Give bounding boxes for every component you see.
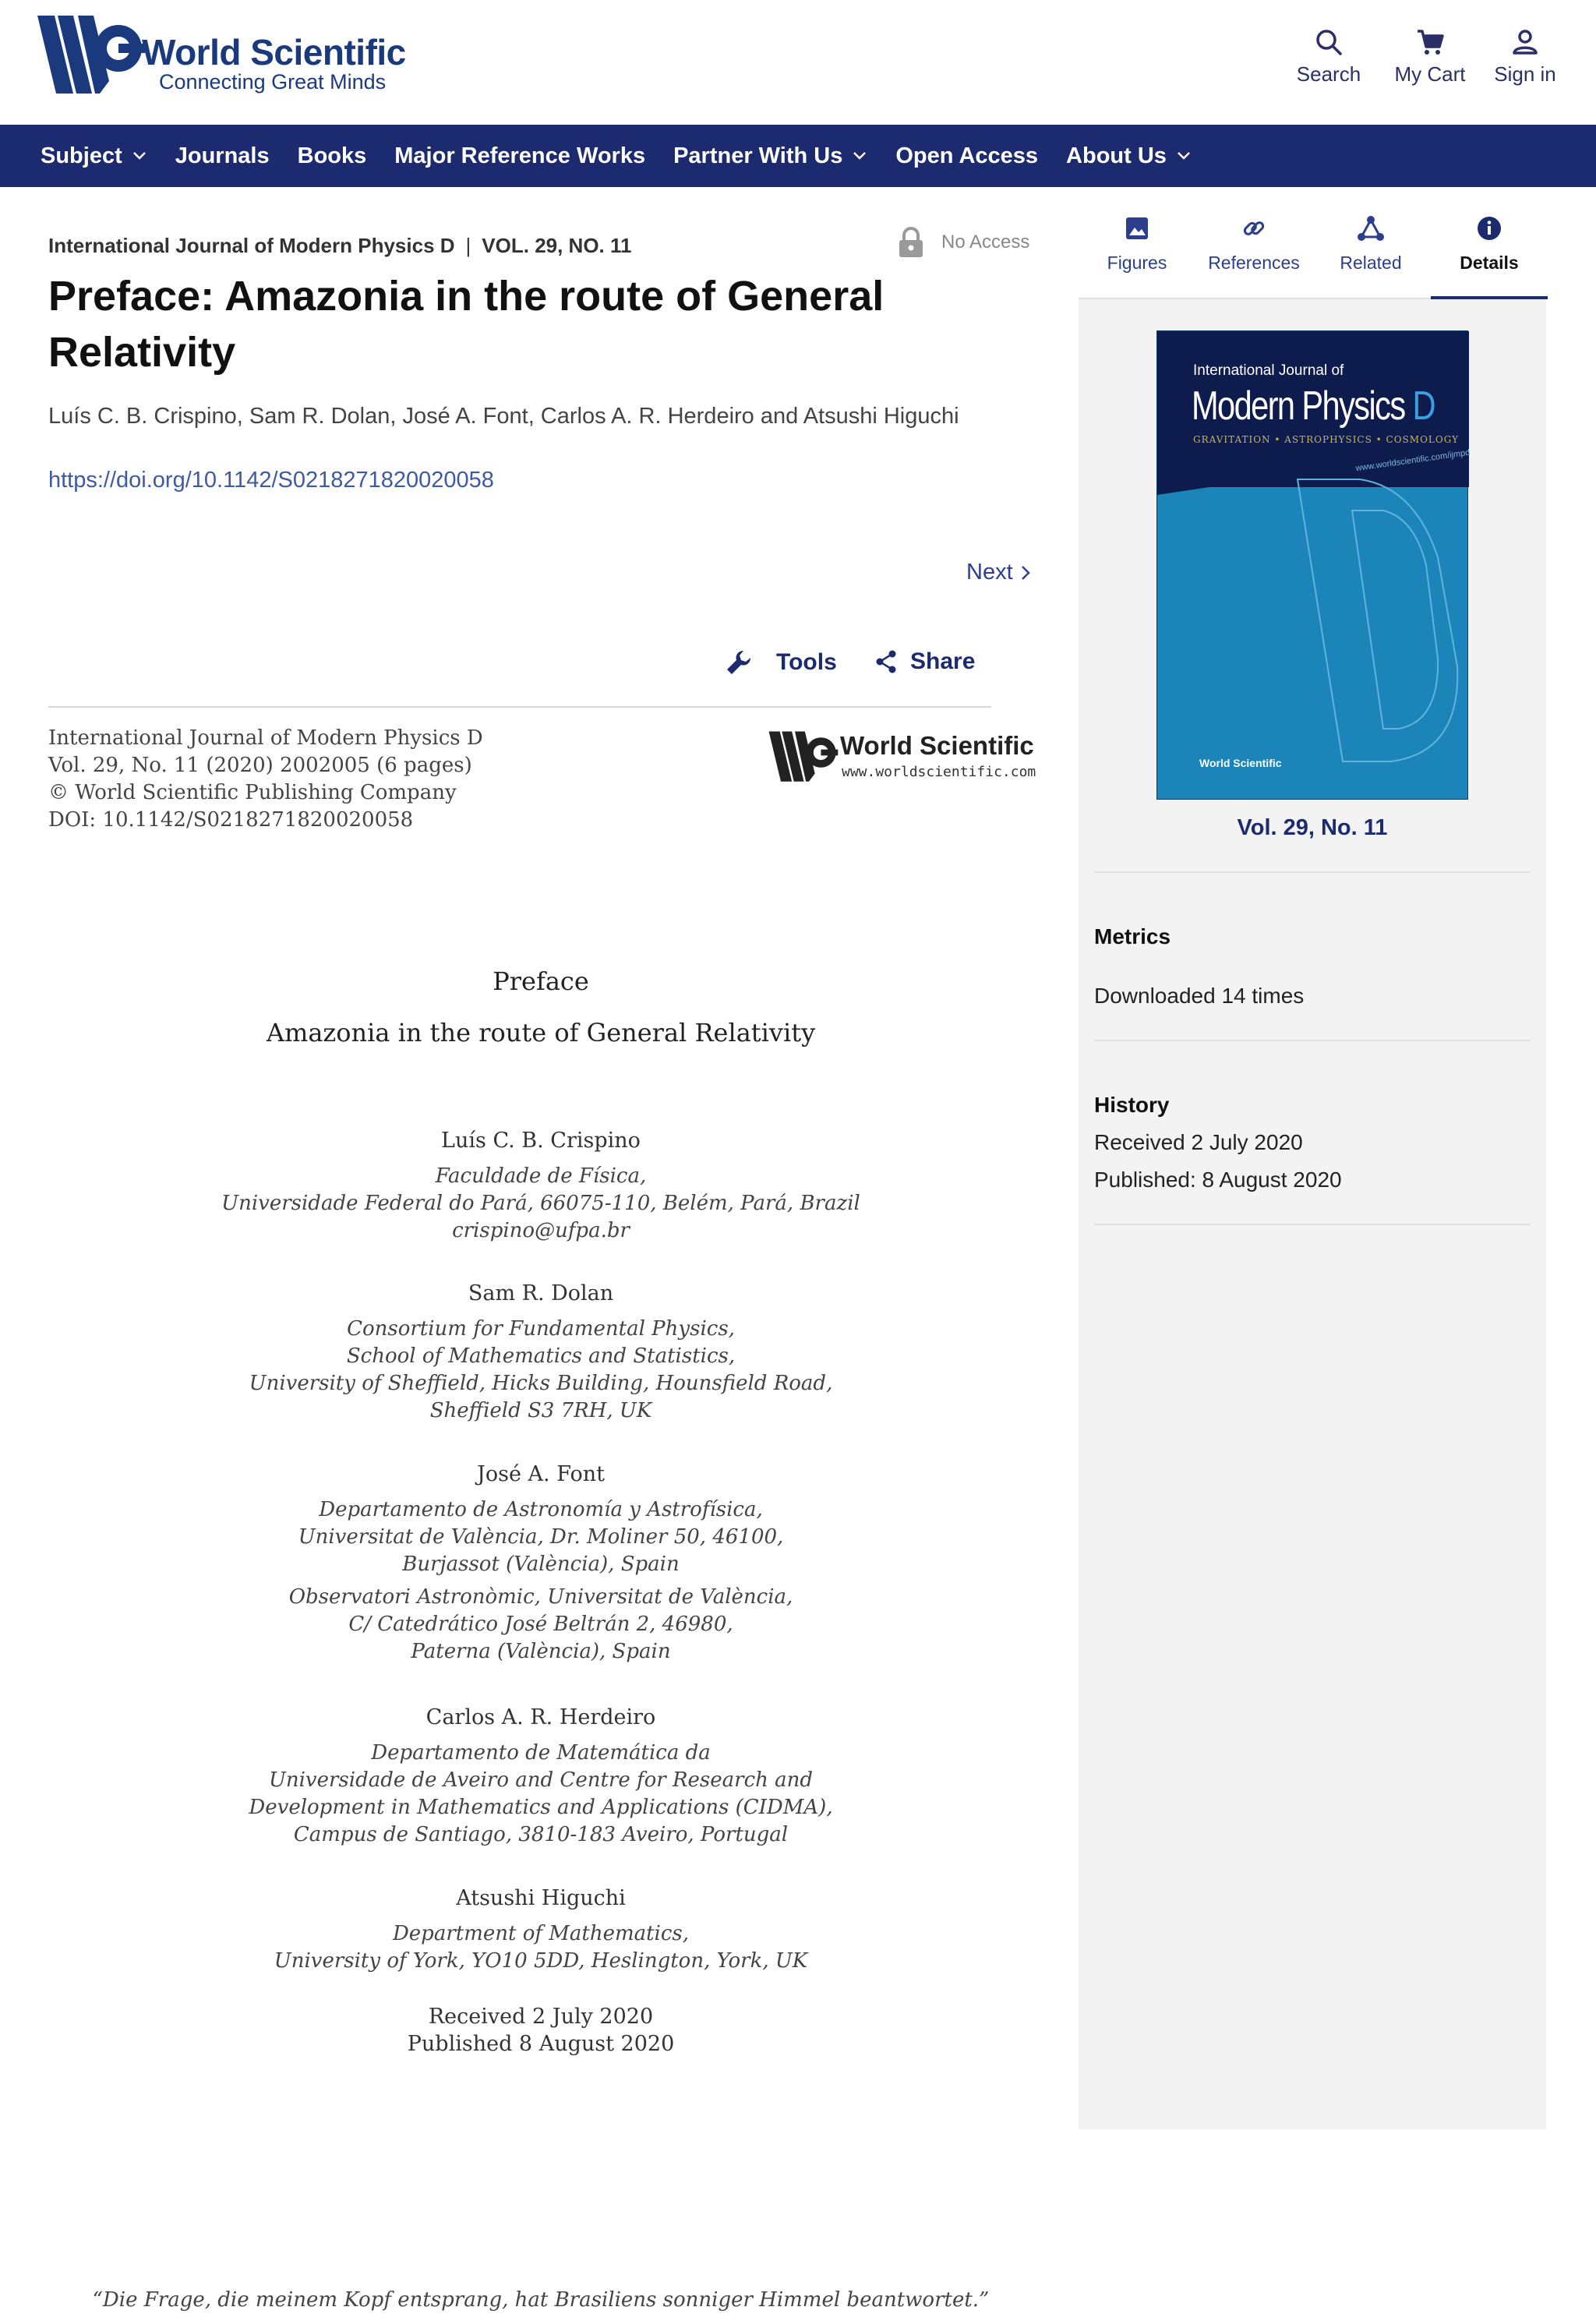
cover-url: www.worldscientific.com/ijmpd [1354, 447, 1471, 474]
tab-figures-label: Figures [1107, 253, 1167, 273]
pdf-author-affiliation-2 [48, 1584, 1033, 1666]
aff-line: Burjassot (València), Spain [402, 1553, 680, 1576]
aff-line: University of Sheffield, Hicks Building, Hounsfield Road, [249, 1372, 833, 1395]
tools-button[interactable] [725, 648, 837, 677]
aff-line: Faculdade de Física, [435, 1164, 647, 1188]
tab-references-label: References [1208, 253, 1300, 273]
main-nav [0, 125, 1596, 187]
pdf-meta-line: International Journal of Modern Physics D [48, 726, 483, 750]
pdf-author-affiliation [48, 1496, 1033, 1578]
tab-details[interactable] [1431, 215, 1548, 274]
cart-label: My Cart [1394, 62, 1466, 86]
aff-line: Universidade de Aveiro and Centre for Research and [268, 1768, 814, 1792]
nav-partner-with-us[interactable] [673, 143, 867, 169]
chevron-down-icon [1176, 150, 1192, 161]
aff-line: crispino@ufpa.br [452, 1219, 630, 1242]
pdf-meta-line: DOI: 10.1142/S0218271820020058 [48, 808, 414, 832]
aff-line: Paterna (València), Spain [411, 1640, 671, 1663]
share-icon [874, 649, 898, 674]
access-label: No Access [941, 231, 1030, 253]
cover-publisher: World Scientific [1199, 757, 1282, 769]
journal-line [48, 234, 632, 258]
ws-logo-icon [767, 726, 837, 786]
cover-big-title [1192, 383, 1435, 429]
nav-open-access[interactable] [895, 143, 1038, 169]
pdf-dates [48, 2003, 1033, 2058]
pdf-published: Published 8 August 2020 [407, 2032, 675, 2056]
divider [1094, 1224, 1531, 1225]
aff-line: University of York, YO10 5DD, Heslington, York, UK [274, 1949, 808, 1973]
pdf-meta-line: © World Scientific Publishing Company [48, 781, 457, 804]
nav-about-label: About Us [1066, 143, 1167, 168]
history-received: Received 2 July 2020 [1094, 1130, 1303, 1154]
nav-major-reference-works[interactable] [394, 143, 645, 169]
pdf-logo-url: www.worldscientific.com [842, 764, 1036, 780]
volume-link[interactable]: Vol. 29, No. 11 [1237, 815, 1388, 840]
signin-label: Sign in [1494, 62, 1556, 86]
pdf-author-name: Atsushi Higuchi [456, 1886, 626, 1910]
aff-line: C/ Catedrático José Beltrán 2, 46980, [348, 1613, 733, 1636]
sidebar-tabs [1079, 187, 1546, 299]
header-signin[interactable] [1474, 26, 1576, 87]
aff-line: Departamento de Astronomía y Astrofísica, [319, 1498, 763, 1521]
info-icon [1476, 215, 1502, 242]
pdf-author-name: José A. Font [477, 1462, 605, 1486]
pdf-publisher-logo [767, 726, 1047, 789]
share-button[interactable] [874, 648, 975, 675]
pdf-subheading: Amazonia in the route of General Relativity [266, 1018, 816, 1047]
next-label: Next [966, 560, 1013, 585]
aff-line: Consortium for Fundamental Physics, [347, 1317, 735, 1341]
share-label: Share [910, 648, 976, 674]
nav-partner-label: Partner With Us [673, 143, 843, 168]
cover-small-title: International Journal of [1193, 362, 1344, 379]
cart-icon [1414, 26, 1446, 58]
nav-open-access-label: Open Access [895, 143, 1039, 168]
pdf-author-affiliation [48, 1316, 1033, 1425]
nav-journals[interactable] [175, 143, 270, 169]
pdf-quote: “Die Frage, die meinem Kopf entsprang, hat Brasiliens sonniger Himmel beantwortet.” [92, 2288, 990, 2312]
pdf-author-affiliation [48, 1740, 1033, 1849]
metrics-heading: Metrics [1094, 924, 1171, 949]
wrench-icon [725, 648, 753, 677]
pdf-heading: Preface [493, 966, 589, 996]
nav-subject[interactable] [41, 143, 147, 169]
aff-line: School of Mathematics and Statistics, [346, 1344, 736, 1368]
journal-name[interactable]: International Journal of Modern Physics D [48, 234, 455, 257]
network-icon [1357, 215, 1385, 242]
aff-line: Universidade Federal do Pará, 66075-110, Belém, Pará, Brazil [221, 1192, 860, 1215]
image-icon [1124, 215, 1150, 242]
tab-references[interactable] [1195, 215, 1312, 274]
cover-letter: D [1412, 383, 1435, 429]
tab-related-label: Related [1340, 253, 1402, 273]
pdf-author-name: Carlos A. R. Herdeiro [425, 1705, 656, 1729]
journal-separator: | [465, 234, 471, 257]
search-icon [1313, 26, 1344, 58]
header-search[interactable] [1278, 26, 1379, 87]
aff-line: Department of Mathematics, [392, 1922, 690, 1945]
divider [1094, 1040, 1531, 1041]
nav-books-label: Books [297, 143, 367, 168]
pdf-meta-line: Vol. 29, No. 11 (2020) 2002005 (6 pages) [48, 754, 472, 777]
pdf-author-name: Luís C. B. Crispino [441, 1129, 641, 1153]
world-scientific-logo[interactable] [34, 11, 408, 97]
download-count: Downloaded 14 times [1094, 984, 1305, 1008]
tab-details-label: Details [1460, 253, 1519, 273]
divider [48, 706, 991, 708]
pdf-received: Received 2 July 2020 [428, 2005, 654, 2029]
nav-about-us[interactable] [1066, 143, 1192, 169]
header-cart[interactable] [1379, 26, 1481, 87]
user-icon [1509, 26, 1541, 58]
chevron-down-icon [132, 150, 147, 161]
cover-big-title-text: Modern Physics [1192, 383, 1405, 429]
history-published: Published: 8 August 2020 [1094, 1168, 1342, 1192]
tools-label: Tools [776, 649, 837, 675]
site-header [0, 0, 1596, 125]
cover-subtitle: GRAVITATION • ASTROPHYSICS • COSMOLOGY [1193, 434, 1460, 445]
aff-line: Observatori Astronòmic, Universitat de València, [288, 1585, 793, 1609]
active-tab-indicator [1431, 296, 1548, 299]
article-authors: Luís C. B. Crispino, Sam R. Dolan, José A. Font, Carlos A. R. Herdeiro and Atsushi Higuchi [48, 404, 959, 429]
divider [1094, 871, 1531, 873]
access-status [898, 226, 1029, 259]
tab-figures[interactable] [1079, 215, 1195, 274]
pdf-meta [48, 725, 483, 834]
nav-mrw-label: Major Reference Works [394, 143, 646, 168]
nav-subject-label: Subject [41, 143, 122, 168]
next-article-link[interactable] [966, 560, 1032, 585]
journal-volume[interactable]: VOL. 29, NO. 11 [482, 234, 632, 257]
pdf-author-affiliation [48, 1163, 1033, 1245]
pdf-author-name: Sam R. Dolan [468, 1281, 614, 1305]
lock-icon [898, 226, 924, 259]
brand-tagline: Connecting Great Minds [159, 70, 387, 94]
aff-line: Departamento de Matemática da [371, 1741, 711, 1765]
aff-line: Campus de Santiago, 3810-183 Aveiro, Portugal [293, 1823, 789, 1846]
journal-cover[interactable] [1156, 330, 1471, 800]
tab-related[interactable] [1312, 215, 1429, 274]
history-heading: History [1094, 1093, 1170, 1117]
chevron-right-icon [1019, 564, 1032, 581]
brand-name: World Scientific [142, 32, 406, 72]
aff-line: Sheffield S3 7RH, UK [429, 1399, 652, 1422]
aff-line: Development in Mathematics and Applications (CIDMA), [249, 1796, 833, 1819]
article-sidebar [1079, 187, 1546, 2129]
search-label: Search [1296, 62, 1361, 86]
doi-link[interactable]: https://doi.org/10.1142/S0218271820020058 [48, 468, 494, 493]
nav-journals-label: Journals [175, 143, 270, 168]
ws-logo-icon [34, 11, 143, 97]
nav-books[interactable] [298, 143, 367, 169]
aff-line: Universitat de València, Dr. Moliner 50, 46100, [298, 1525, 784, 1549]
article-title: Preface: Amazonia in the route of General Relativity [48, 273, 885, 376]
link-icon [1241, 215, 1267, 242]
pdf-logo-name: World Scientific [840, 731, 1034, 760]
pdf-author-affiliation [48, 1920, 1033, 1975]
chevron-down-icon [852, 150, 867, 161]
